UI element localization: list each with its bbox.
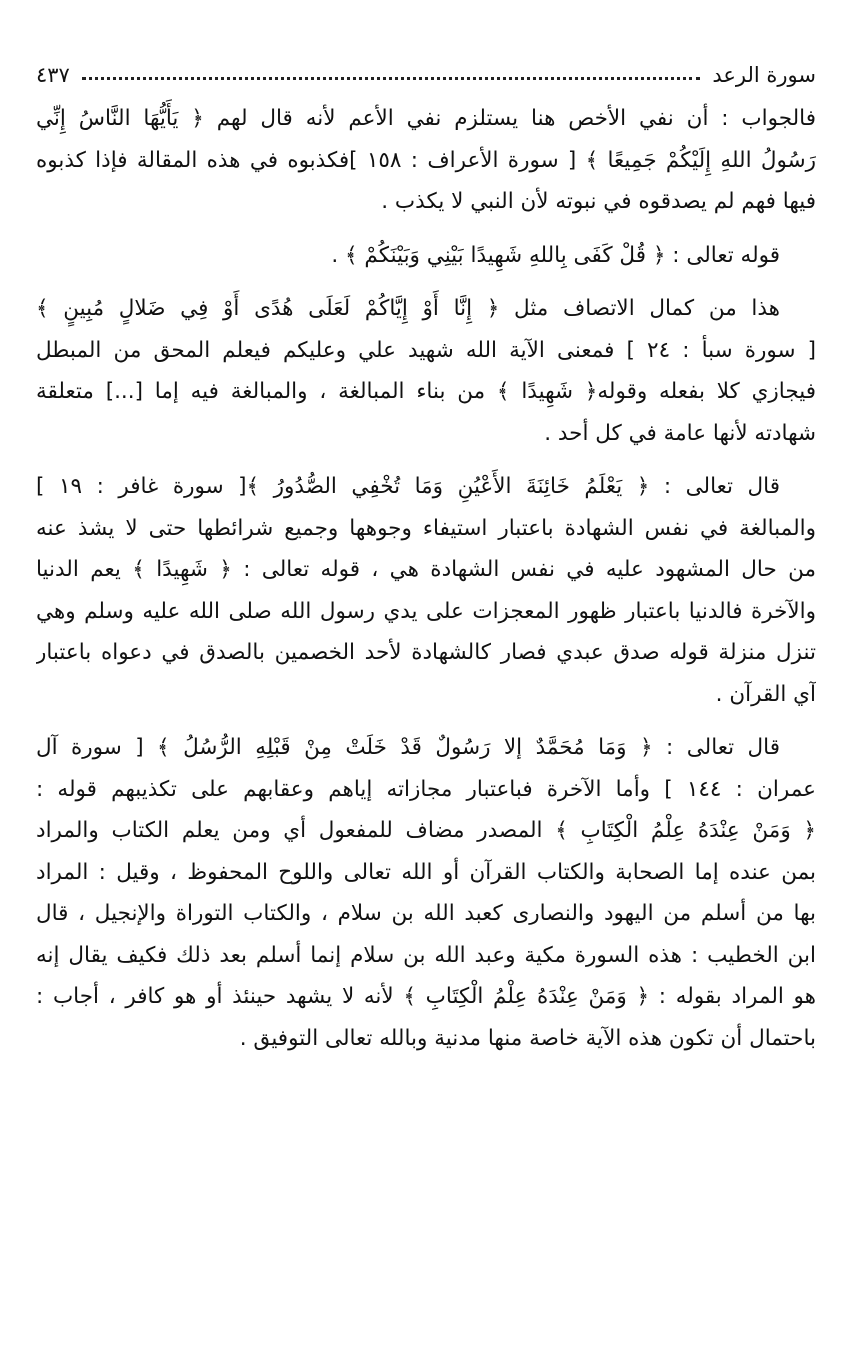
paragraph-2 [36,235,816,277]
text-line: آي القرآن . [715,681,816,707]
paragraph-3 [36,288,816,454]
text-line: [ سورة سبأ : ٢٤ ] فمعنى الآية الله شهيد علي وعليكم فيعلم المحق من المبطل [36,337,816,363]
text-line: والمبالغة في نفس الشهادة باعتبار استيفاء وجوهها وجميع شرائطها حتى لا يشذ عنه [36,515,816,541]
page-number: ٤٣٧ [36,63,70,87]
text-line: بها من أسلم من اليهود والنصارى كعبد الله بن سلام ، والكتاب التوراة والإنجيل ، قال [36,901,816,926]
text-line: قوله تعالى : ﴿ قُلْ كَفَى بِاللهِ شَهِيدًا بَيْنِي وَبَيْنَكُمْ ﴾ . [331,242,780,268]
book-page [36,56,816,1059]
text-line: قال تعالى : ﴿ وَمَا مُحَمَّدٌ إلا رَسُولٌ قَدْ خَلَتْ مِنْ قَبْلِهِ الرُّسُلُ ﴾ [ سورة آل [36,735,780,760]
text-line: هو المراد بقوله : ﴿ وَمَنْ عِنْدَهُ عِلْمُ الْكِتَابِ ﴾ لأنه لا يشهد حينئذ أو هو كافر ، أجاب : [36,984,816,1009]
text-line: شهادته لأنها عامة في كل أحد . [544,420,816,446]
text-line: والآخرة فالدنيا باعتبار ظهور المعجزات على يدي رسول الله صلى الله عليه وسلم وهي [36,598,816,624]
paragraph-4 [36,466,816,715]
text-line: عمران : ١٤٤ ] وأما الآخرة فباعتبار مجازاته إياهم وعقابهم على تكذيبهم قوله : [36,776,816,802]
text-line: ﴿ وَمَنْ عِنْدَهُ عِلْمُ الْكِتَابِ ﴾ المصدر مضاف للمفعول أي ومن يعلم الكتاب والمراد [36,818,816,843]
text-line: فيجازي كلا بفعله وقوله﴿ شَهِيدًا ﴾ من بناء المبالغة ، والمبالغة فيه إما [...] متعلقة [36,379,816,404]
text-line: فيها فهم لم يصدقوه في نبوته لأن النبي لا يكذب . [381,189,816,214]
text-line: قال تعالى : ﴿ يَعْلَمُ خَائِنَةَ الأَعْيُنِ وَمَا تُخْفِي الصُّدُورُ ﴾[ سورة غافر : ١٩ ] [36,474,780,499]
text-line: ابن الخطيب : هذه السورة مكية وعبد الله بن سلام إنما أسلم بعد ذلك فكيف يقال إنه [36,942,816,968]
paragraph-5 [36,727,816,1059]
surah-title: سورة الرعد [712,63,816,87]
text-line: هذا من كمال الاتصاف مثل ﴿ إِنَّا أَوْ إِيَّاكُمْ لَعَلَى هُدًى أَوْ فِي ضَلالٍ مُبِينٍ ﴾ [36,296,780,321]
text-line: تنزل منزلة قوله صدق عبدي فصار كالشهادة لأحد الخصمين بالصدق في دعواه باعتبار [36,640,816,665]
text-line: رَسُولُ اللهِ إِلَيْكُمْ جَمِيعًا ﴾ [ سورة الأعراف : ١٥٨ ]فكذبوه في هذه المقالة فإذا كذبوه [36,147,816,173]
text-line: باحتمال أن تكون هذه الآية خاصة منها مدنية وبالله تعالى التوفيق . [239,1025,816,1051]
page-header [36,56,816,94]
paragraph-1 [36,98,816,223]
text-line: من حال المشهود عليه في نفس الشهادة هي ، قوله تعالى : ﴿ شَهِيدًا ﴾ يعم الدنيا [36,557,816,582]
page-body [36,98,816,1059]
text-line: بمن عنده إما الصحابة والكتاب القرآن أو الله تعالى واللوح المحفوظ ، وقيل : المراد [36,859,816,885]
header-dotted-rule [82,77,701,80]
text-line: فالجواب : أن نفي الأخص هنا يستلزم نفي الأعم لأنه قال لهم ﴿ يَأَيُّهَا النَّاسُ إِنِّي [36,106,816,131]
